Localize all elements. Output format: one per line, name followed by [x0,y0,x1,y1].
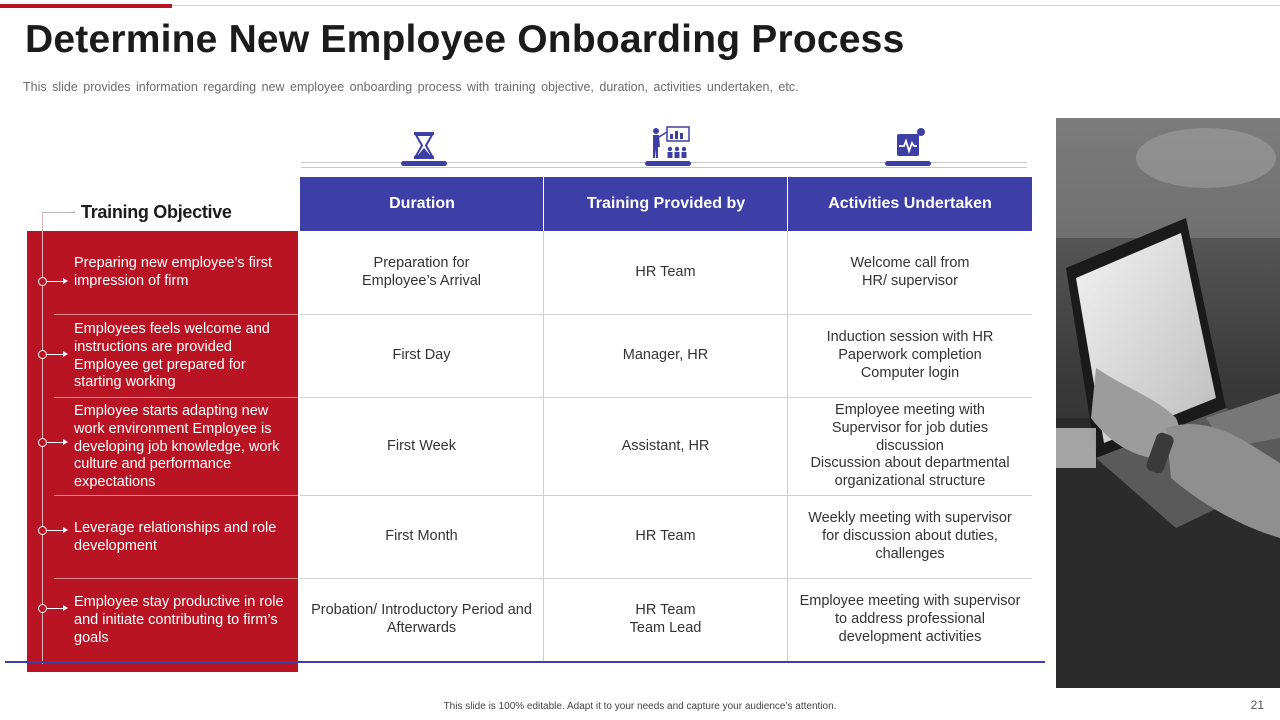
cell-duration: First Day [392,347,451,364]
arrow-right-icon [63,605,68,611]
cell-provider: HR Team [635,528,696,545]
cell-duration: Probation/ Introductory Period and Afterwards [311,602,532,636]
cell-activities: Induction session with HR Paperwork completion Computer login [826,329,994,381]
objective-divider [54,495,298,496]
hourglass-icon [399,125,449,167]
objective-text: Leverage relationships and role development [74,520,277,554]
header-divider [543,177,544,231]
column-header-provider: Training Provided by [544,177,788,231]
objective-divider [54,578,298,579]
cell-duration: Preparation for Employee’s Arrival [361,254,481,289]
cell-provider: Assistant, HR [621,437,710,454]
cell-provider: Manager, HR [622,347,709,364]
objective-text: Employees feels welcome and instructions are provided Employee get prepared for starting working [74,321,270,391]
objective-header: Training Objective [81,202,232,222]
top-rule [0,5,1280,6]
presentation-icon [643,125,693,167]
objective-divider [54,314,298,315]
cell-duration: First Month [385,528,458,545]
cell-duration: First Week [386,437,457,454]
slide-subtitle: This slide provides information regarding new employee onboarding process with training objective, duration, activities undertaken, etc. [23,80,799,94]
cell-activities: Weekly meeting with supervisor for discussion about duties, challenges [808,510,1012,562]
monitor-pulse-icon [883,125,933,167]
objective-text: Employee stay productive in role and initiate contributing to firm’s goals [74,594,284,646]
timeline-dot [38,604,47,613]
objective-text: Employee starts adapting new work environment Employee is developing job knowledge, work culture and performance expectations [74,403,280,491]
arrow-right-icon: → [67,206,77,217]
timeline-dot [38,526,47,535]
arrow-right-icon [63,351,68,357]
cell-provider: HR Team [635,263,696,280]
top-accent-bar [0,4,172,8]
timeline-dot [38,277,47,286]
column-header-duration: Duration [300,177,544,231]
slide-title: Determine New Employee Onboarding Process [25,18,905,61]
cell-activities: Welcome call from HR/ supervisor [850,254,970,289]
objective-divider [54,397,298,398]
objective-text: Preparing new employee’s first impression of firm [74,255,272,289]
footer-note: This slide is 100% editable. Adapt it to your needs and capture your audience’s attention. [443,701,837,712]
arrow-right-icon [63,527,68,533]
column-header-activities: Activities Undertaken [788,177,1032,231]
cell-activities: Employee meeting with Supervisor for job duties discussion Discussion about departmental organizational structure [810,402,1010,490]
timeline-dot [38,350,47,359]
laptop-photo [1056,118,1280,688]
header-divider [787,177,788,231]
table-bottom-line [5,661,1045,663]
page-number: 21 [1250,698,1264,712]
timeline-dot [38,438,47,447]
arrow-right-icon [63,278,68,284]
arrow-right-icon [63,439,68,445]
cell-activities: Employee meeting with supervisor to address professional development activities [799,593,1021,645]
cell-provider: HR Team Team Lead [629,602,702,636]
